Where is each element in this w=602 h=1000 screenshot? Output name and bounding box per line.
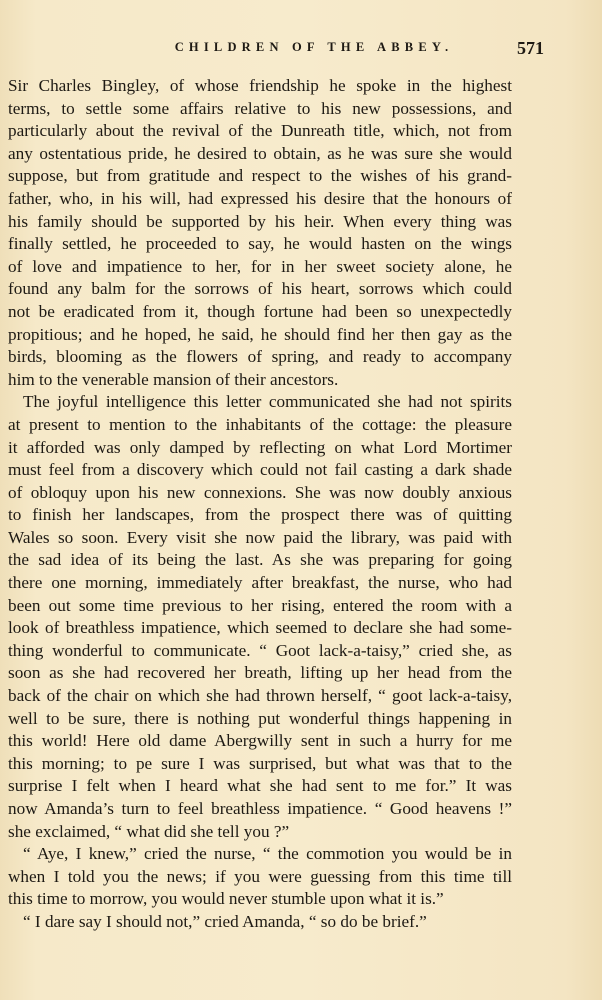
- text-line: birds, blooming as the flowers of spring, and ready to accompany: [8, 347, 512, 367]
- text-line: look of breathless impatience, which seemed to declare she had some-: [8, 618, 512, 638]
- running-title: CHILDREN OF THE ABBEY.: [174, 40, 454, 54]
- text-line: any ostentatious pride, he desired to obtain, as he was sure she would: [8, 143, 512, 163]
- text-line: there one morning, immediately after breakfast, the nurse, who had: [8, 573, 512, 593]
- text-line: at present to mention to the inhabitants of the cottage: the pleasure: [8, 414, 512, 434]
- text-line: this world! Here old dame Abergwilly sent in such a hurry for me: [8, 731, 512, 751]
- text-line: Sir Charles Bingley, of whose friendship he spoke in the highest: [8, 76, 512, 95]
- text-line: of love and impatience to her, for in her sweet society alone, he: [8, 256, 512, 276]
- text-line: this time to morrow, you would never stumble upon what it is.”: [8, 889, 444, 909]
- text-line: finally settled, he proceeded to say, he would hasten on the wings: [8, 234, 512, 254]
- text-line: back of the chair on which she had thrown herself, “ goot lack-a-taisy,: [8, 686, 512, 706]
- text-line: found any balm for the sorrows of his heart, sorrows which could: [8, 279, 512, 299]
- text-line: must feel from a discovery which could not fail casting a dark shade: [8, 460, 512, 480]
- text-line: “ Aye, I knew,” cried the nurse, “ the commotion you would be in: [23, 844, 512, 864]
- text-line: soon as she had recovered her breath, lifting up her head from the: [8, 663, 512, 683]
- text-line: particularly about the revival of the Dunreath title, which, not from: [8, 121, 512, 141]
- text-line: it afforded was only damped by reflecting on what Lord Mortimer: [8, 437, 512, 457]
- text-line: propitious; and he hoped, he said, he should find her then gay as the: [8, 324, 512, 344]
- text-line: suppose, but from gratitude and respect to the wishes of his grand-: [8, 166, 512, 186]
- text-line: to finish her landscapes, from the prospect there was of quitting: [8, 505, 512, 525]
- text-line: of obloquy upon his new connexions. She was now doubly anxious: [8, 482, 512, 502]
- text-line: surprise I felt when I heard what she had sent to me for.” It was: [8, 776, 512, 796]
- text-line: not be eradicated from it, though fortune had been so unexpectedly: [8, 301, 512, 321]
- body-text: [8, 75, 512, 934]
- text-line: thing wonderful to communicate. “ Goot lack-a-taisy,” cried she, as: [8, 640, 512, 660]
- text-line: terms, to settle some affairs relative to his new possessions, and: [8, 98, 512, 118]
- text-line: been out some time previous to her rising, entered the room with a: [8, 595, 512, 615]
- page-number: 571: [517, 38, 544, 58]
- text-line: father, who, in his will, had expressed his desire that the honours of: [8, 188, 512, 208]
- text-line: the sad idea of its being the last. As she was preparing for going: [8, 550, 512, 570]
- text-line: his family should be supported by his heir. When every thing was: [8, 211, 512, 231]
- text-line: Wales so soon. Every visit she now paid the library, was paid with: [8, 527, 512, 547]
- text-line: now Amanda’s turn to feel breathless impatience. “ Good heavens !”: [8, 799, 512, 818]
- text-line: The joyful intelligence this letter communicated she had not spirits: [23, 392, 512, 412]
- running-head: [0, 38, 602, 62]
- text-line: “ I dare say I should not,” cried Amanda, “ so do be brief.”: [23, 911, 427, 931]
- text-line: this morning; to pe sure I was surprised, but what was that to the: [8, 753, 512, 773]
- text-line: she exclaimed, “ what did she tell you ?”: [8, 821, 290, 841]
- text-line: well to be sure, there is nothing put wonderful things happening in: [8, 708, 512, 728]
- text-line: when I told you the news; if you were guessing from this time till: [8, 866, 512, 886]
- text-line: him to the venerable mansion of their ancestors.: [8, 369, 339, 389]
